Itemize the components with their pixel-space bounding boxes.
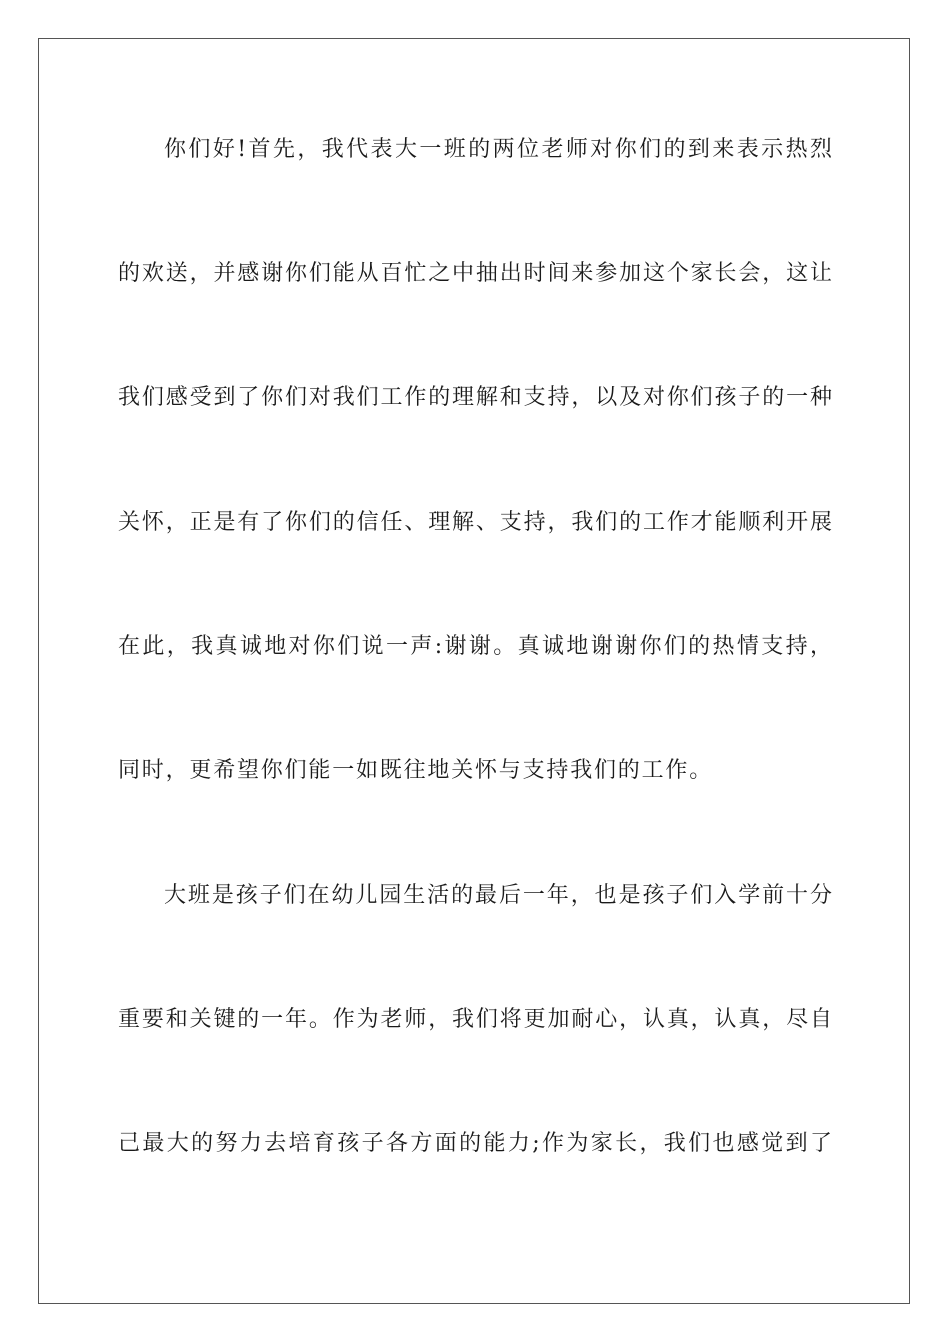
paragraph-1-line-6: 同时，更希望你们能一如既往地关怀与支持我们的工作。 [118, 758, 714, 783]
paragraph-2-line-2: 重要和关键的一年。作为老师，我们将更加耐心，认真，认真，尽自 [118, 1007, 832, 1032]
paragraph-1-line-1: 你们好!首先，我代表大一班的两位老师对你们的到来表示热烈 [164, 137, 832, 162]
page-frame [38, 38, 910, 1304]
paragraph-2-line-1: 大班是孩子们在幼儿园生活的最后一年，也是孩子们入学前十分 [164, 883, 832, 908]
paragraph-1-line-5: 在此，我真诚地对你们说一声:谢谢。真诚地谢谢你们的热情支持， [118, 634, 832, 659]
paragraph-1-line-4: 关怀，正是有了你们的信任、理解、支持，我们的工作才能顺利开展 [118, 510, 832, 535]
paragraph-1-line-3: 我们感受到了你们对我们工作的理解和支持，以及对你们孩子的一种 [118, 385, 832, 410]
paragraph-2-line-3: 己最大的努力去培育孩子各方面的能力;作为家长，我们也感觉到了 [118, 1131, 832, 1156]
paragraph-1-line-2: 的欢送，并感谢你们能从百忙之中抽出时间来参加这个家长会，这让 [118, 261, 832, 286]
